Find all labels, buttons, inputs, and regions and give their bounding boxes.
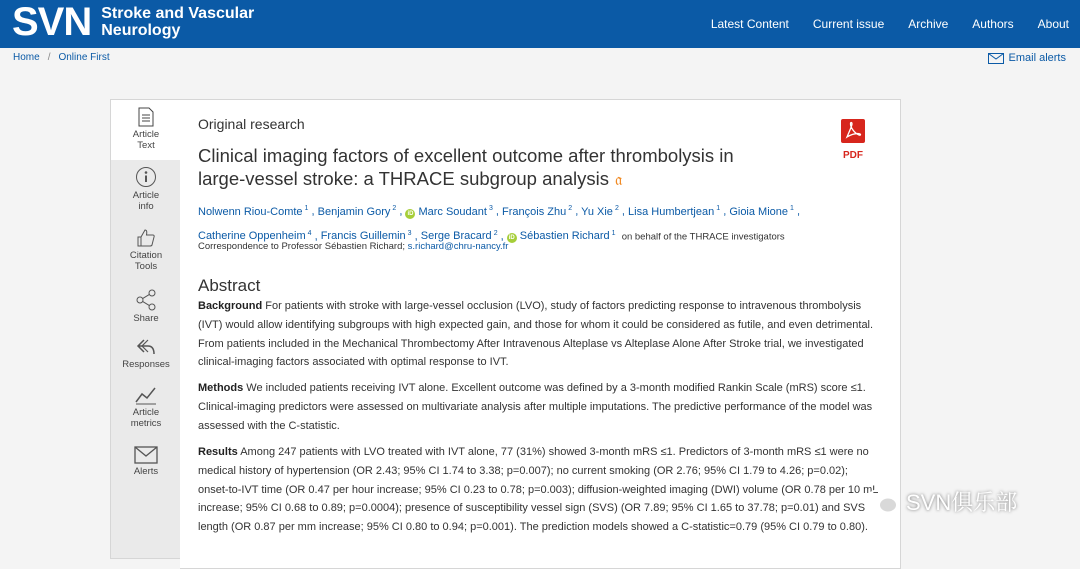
- tab-article-info[interactable]: [111, 166, 181, 216]
- correspondence: [198, 241, 508, 252]
- tab-label: Text: [137, 140, 155, 151]
- background-text: For patients with stroke with large-vessel occlusion (LVO), study of factors predicting response to intravenous thrombolysis (IVT) would allow identifying subgroups with high expected gain, and those for whom it could be considered as futile, and even detrimental. From patients included in the Mechanical Thrombectomy After Intravenous Alteplase vs Alteplase Alone After Stroke trial, we investigated clinical-imaging factors associated with optimal response to IVT.: [198, 300, 874, 369]
- envelope-icon: [134, 446, 158, 464]
- breadcrumb: [13, 52, 110, 63]
- site-header: [0, 0, 1080, 48]
- document-icon: [138, 107, 154, 127]
- watermark: [866, 486, 1017, 517]
- author-link[interactable]: [198, 206, 308, 218]
- info-icon: [135, 166, 157, 188]
- methods-label: Methods: [198, 382, 244, 394]
- tab-responses[interactable]: [111, 337, 181, 377]
- methods-text: We included patients receiving IVT alone. Excellent outcome was defined by a 3-month modified Rankin Scale (mRS) score ≤1. Clinical-imaging predictors were assessed on multivariate analysis after multiple imputations. The predictive performance of the model was assessed with the C-statistic.: [198, 382, 873, 432]
- author-name: Marc Soudant: [418, 205, 487, 218]
- background-label: Background: [198, 300, 263, 312]
- logo-line-2: Neurology: [101, 22, 181, 39]
- breadcrumb-online-first[interactable]: Online First: [58, 52, 110, 63]
- author-name: Francis Guillemin: [320, 230, 406, 243]
- author-name: Gioia Mione: [729, 205, 789, 218]
- tab-share[interactable]: [111, 289, 181, 329]
- article-title: [198, 144, 818, 191]
- tab-label: Article: [132, 190, 160, 201]
- abstract-background: [198, 297, 878, 372]
- abstract-results: [198, 443, 878, 537]
- author-affiliation: 3: [488, 205, 493, 212]
- site-logo[interactable]: [12, 2, 254, 42]
- logo-mark: SVN: [12, 0, 92, 44]
- author-name: Benjamin Gory: [317, 205, 391, 218]
- correspondence-email-link[interactable]: s.richard@chru-nancy.fr: [407, 241, 509, 252]
- correspondence-text: Correspondence to Professor Sébastien Richard;: [198, 241, 406, 252]
- author-link[interactable]: [502, 206, 572, 218]
- tab-label: Alerts: [133, 466, 159, 477]
- author-affiliation: 1: [790, 205, 794, 212]
- nav-authors[interactable]: Authors: [972, 17, 1014, 31]
- pdf-label: PDF: [843, 150, 863, 161]
- reply-icon: [135, 337, 157, 357]
- author-list: Nolwenn Riou-Comte $^1$ , Benjamin Gory $^2$ , iD Marc Soudant $^3$ , François Zhu $^2$ , Yu Xie $^2$ , Lisa Humbertjean $^1$ , Gioia Mione $^1$ , Catherine Oppenheim $^4$ , Francis Guillemin $^3$ , Serge Bracard $^2$ , iD Sébastien Richard $^1$ on behalf of the THRACE investigators: [198, 205, 801, 243]
- breadcrumb-home[interactable]: Home: [13, 52, 40, 63]
- tab-alerts[interactable]: [111, 446, 181, 486]
- author-link[interactable]: [318, 206, 397, 218]
- tab-label: info: [138, 201, 154, 212]
- logo-wordmark: [101, 5, 254, 39]
- author-affiliation: 4: [307, 229, 312, 237]
- title-line-1: Clinical imaging factors of excellent outcome after thrombolysis in: [198, 145, 734, 166]
- author-affiliation: 2: [614, 205, 619, 212]
- email-alerts-label: Email alerts: [1008, 52, 1066, 64]
- logo-line-1: Stroke and Vascular: [101, 5, 255, 22]
- tab-label: Article: [132, 407, 160, 418]
- author-affiliation: 1: [611, 229, 616, 237]
- article-type: Original research: [198, 116, 305, 132]
- tab-citation-tools[interactable]: [111, 228, 181, 278]
- author-link[interactable]: [507, 230, 616, 242]
- author-link[interactable]: [581, 206, 619, 218]
- author-link[interactable]: [729, 206, 794, 218]
- orcid-icon: iD: [508, 235, 515, 242]
- tab-label: Article: [132, 129, 160, 140]
- watermark-text: SVN俱乐部: [906, 490, 1018, 515]
- author-name: François Zhu: [502, 205, 567, 218]
- author-affiliation: 1: [716, 205, 721, 212]
- author-name: Nolwenn Riou-Comte: [198, 205, 303, 218]
- orcid-icon: iD: [407, 210, 414, 217]
- author-affiliation: 2: [493, 229, 498, 237]
- nav-latest-content[interactable]: Latest Content: [710, 17, 789, 31]
- bar-chart-icon: [134, 385, 158, 405]
- tab-label: Tools: [134, 261, 158, 272]
- envelope-icon: [988, 53, 1004, 64]
- title-line-2: large-vessel stroke: a THRACE subgroup analysis: [198, 168, 609, 189]
- tab-article-text[interactable]: [111, 100, 182, 160]
- article-tab-rail: [110, 99, 181, 559]
- author-name: Catherine Oppenheim: [198, 230, 306, 243]
- pdf-download-button[interactable]: [840, 118, 866, 161]
- author-affiliation: 3: [407, 229, 412, 237]
- open-access-icon: 𝔞: [614, 170, 623, 189]
- results-text: Among 247 patients with LVO treated with IVT alone, 77 (31%) showed 3-month mRS ≤1. Predictors of 3-month mRS ≤1 were no medical history of hypertension (OR 2.43; 95% CI 1.74 to 3.38; p=0.007); no current smoking (OR 2.76; 95% CI 1.79 to 4.26; p=0.02); onset-to-IVT time (OR 0.47 per hour increase; 95% CI 0.23 to 0.78; p=0.003); diffusion-weighted imaging (DWI) volume (OR 0.78 per 10 mL increase; 95% CI 0.68 to 0.89; p=0.0004); presence of susceptibility vessel sign (SVS) (OR 7.89; 95% CI 1.65 to 37.78; p=0.01) and SVS length (OR 0.87 per mm increase; 95% CI 0.80 to 0.94; p=0.001). The prediction models showed a C-statistic=0.79 (95% CI 0.79 to 0.80).: [198, 446, 878, 534]
- author-affiliation: 1: [304, 205, 309, 212]
- abstract-methods: [198, 379, 878, 435]
- nav-current-issue[interactable]: Current issue: [812, 17, 885, 31]
- tab-label: metrics: [130, 418, 162, 429]
- author-affiliation: 2: [568, 205, 573, 212]
- author-name: Sébastien Richard: [519, 230, 610, 243]
- author-affiliation: 2: [392, 205, 397, 212]
- results-label: Results: [198, 446, 238, 458]
- abstract-heading: Abstract: [198, 276, 261, 295]
- share-icon: [135, 289, 157, 311]
- breadcrumb-separator: /: [47, 52, 51, 63]
- author-name: Yu Xie: [581, 205, 613, 218]
- nav-archive[interactable]: Archive: [908, 17, 949, 31]
- email-alerts-link[interactable]: [988, 52, 1066, 64]
- author-link[interactable]: [405, 206, 492, 218]
- tab-label: Share: [133, 313, 159, 324]
- article-card: [180, 99, 901, 569]
- author-name: Serge Bracard: [420, 230, 492, 243]
- nav-about[interactable]: About: [1037, 17, 1069, 31]
- tab-label: Responses: [122, 359, 170, 370]
- pdf-icon: [840, 118, 866, 144]
- author-name: Lisa Humbertjean: [628, 205, 715, 218]
- tab-label: Citation: [129, 250, 163, 261]
- thumbs-up-icon: [136, 228, 156, 248]
- author-link[interactable]: [628, 206, 720, 218]
- tab-article-metrics[interactable]: [111, 385, 181, 435]
- on-behalf-note: on behalf of the THRACE investigators: [621, 231, 785, 243]
- wechat-icon: [866, 487, 900, 517]
- main-nav: [687, 0, 1069, 48]
